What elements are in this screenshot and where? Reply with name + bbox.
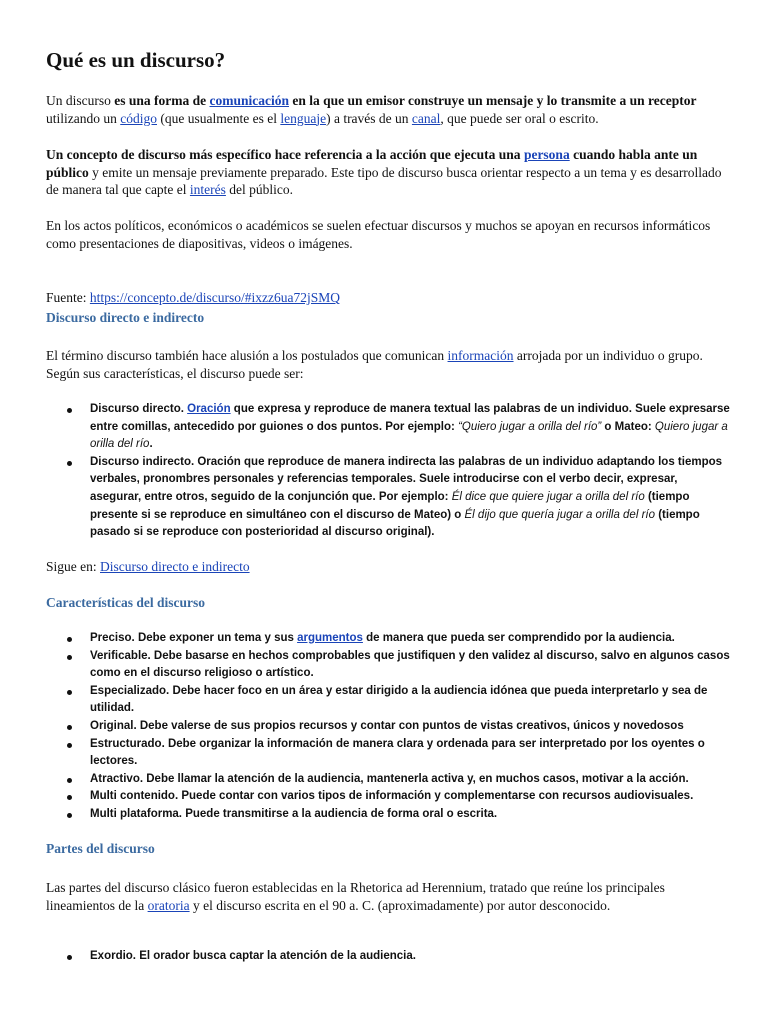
link-oratoria[interactable]: oratoria: [147, 897, 190, 913]
list-item: [66, 454, 730, 542]
source-link[interactable]: https://concepto.de/discurso/#ixzz6ua72jSMQ: [89, 290, 340, 305]
bold-text: Estructurado.: [90, 737, 165, 750]
text: y emite un mensaje previamente preparado. Este tipo de discurso busca orientar respecto a un tema y es desarrollado de manera tal que capte el: [46, 164, 722, 197]
source-line: [46, 289, 726, 307]
text: o Mateo:: [601, 420, 655, 433]
link-interes[interactable]: interés: [189, 182, 226, 197]
bold-text: Atractivo.: [90, 772, 144, 785]
text: (tiempo presente si se reproduce en simultáneo con el discurso de Mateo) o: [90, 490, 690, 521]
intro-paragraph-3: En los actos políticos, económicos o académicos se suelen efectuar discursos y muchos se apoyan en recursos informáticos como presentaciones de diapositivas, videos o imágenes.: [46, 218, 711, 251]
bold-text: Discurso directo.: [90, 403, 188, 415]
follow-line: [46, 558, 726, 576]
list-item: [66, 736, 730, 771]
bold-text: Multi contenido.: [90, 790, 179, 803]
list-item: [66, 648, 730, 683]
link-lenguaje[interactable]: lenguaje: [280, 110, 327, 126]
link-oracion[interactable]: Oración: [187, 403, 231, 415]
section3-paragraph: [46, 879, 726, 914]
link-informacion[interactable]: información: [447, 348, 514, 363]
bold-text: Discurso indirecto.: [90, 455, 195, 468]
text: Oración que reproduce de manera indirecta las palabras de un individuo adaptando los tiempos verbales, pronombres personales y referencias temporales. Suele introducirse con el verbo decir, expresar, asegurar, entre otros, seguido de la conjunción que. Por ejemplo:: [90, 455, 723, 503]
link-argumentos[interactable]: argumentos: [297, 632, 363, 644]
bold-text: Multi plataforma.: [90, 807, 183, 820]
link-comunicacion[interactable]: comunicación: [209, 93, 289, 108]
text: , que puede ser oral o escrito.: [440, 110, 599, 126]
text: Debe exponer un tema y sus: [134, 632, 298, 644]
bold-text: Exordio.: [90, 950, 137, 962]
caracteristicas-list: [66, 630, 730, 824]
text: .: [149, 438, 153, 451]
link-canal[interactable]: canal: [411, 110, 441, 126]
text: Debe hacer foco en un área y estar dirigido a la audiencia idónea que pueda interpretarlo y sea de utilidad.: [90, 684, 708, 715]
bold-text: Verificable.: [90, 649, 151, 662]
bold-text: Un concepto de discurso más específico hace referencia a la acción que ejecuta una: [46, 147, 524, 162]
bold-text: Original.: [90, 719, 137, 732]
list-item: [66, 788, 730, 806]
text: y el discurso escrita en el 90 a. C. (aproximadamente) por autor desconocido.: [189, 897, 611, 913]
intro-paragraph-2: [46, 146, 726, 199]
text: de manera que pueda ser comprendido por la audiencia.: [362, 632, 675, 644]
text: El orador busca captar la atención de la audiencia.: [136, 950, 416, 962]
list-item: [66, 718, 730, 736]
bold-text: en la que un emisor construye un mensaje y lo transmite a un receptor: [289, 93, 697, 108]
intro-paragraph-1: [46, 92, 726, 127]
bold-text: Especializado.: [90, 684, 170, 697]
list-item: [66, 683, 730, 718]
text: que expresa y reproduce de manera textual las palabras de un individuo. Suele expresarse entre comillas, antecedido por guiones o dos puntos. Por ejemplo:: [90, 403, 730, 433]
text: arrojada por un individuo o grupo. Según sus características, el discurso puede ser:: [46, 348, 703, 381]
text: del público.: [225, 182, 294, 197]
partes-list: [66, 948, 730, 966]
link-codigo[interactable]: código: [120, 110, 157, 126]
text: (tiempo pasado si se reproduce con posterioridad al discurso original).: [90, 508, 700, 539]
source-label: Fuente:: [46, 290, 90, 305]
italic-text: “Quiero jugar a orilla del río”: [458, 420, 602, 433]
discurso-types-list: [66, 401, 730, 542]
text: Puede transmitirse a la audiencia de forma oral o escrita.: [182, 807, 498, 820]
bold-text: Preciso.: [90, 632, 135, 644]
section-heading-directo-indirecto: Discurso directo e indirecto: [46, 310, 205, 325]
list-item: [66, 948, 730, 966]
list-item: [66, 401, 730, 454]
text: utilizando un: [46, 110, 121, 126]
section-heading-partes: Partes del discurso: [46, 841, 155, 856]
text: (que usualmente es el: [157, 110, 281, 126]
list-item: [66, 630, 730, 648]
text: Las partes del discurso clásico fueron establecidas en la Rhetorica ad Herennium, tratado que reúne los principales lineamientos de la: [46, 880, 665, 913]
text: Debe basarse en hechos comprobables que justifiquen y den validez al discurso, salvo en algunos casos como en el discurso religioso o artístico.: [90, 649, 730, 680]
italic-text: Él dijo que quería jugar a orilla del río: [464, 508, 656, 521]
follow-label: Sigue en:: [46, 559, 100, 574]
text: Un discurso: [46, 93, 115, 108]
text: Puede contar con varios tipos de información y complementarse con recursos audiovisuales.: [178, 790, 694, 803]
text: ) a través de un: [326, 110, 412, 126]
list-item: [66, 806, 730, 824]
link-persona[interactable]: persona: [523, 147, 570, 162]
link-discurso-directo-indirecto[interactable]: Discurso directo e indirecto: [100, 559, 250, 574]
italic-text: Él dice que quiere jugar a orilla del río: [451, 490, 645, 503]
italic-text: Quiero jugar a orilla del río: [90, 420, 728, 451]
list-item: [66, 771, 730, 789]
section1-paragraph: [46, 347, 726, 382]
section-heading-caracteristicas: Características del discurso: [46, 595, 205, 610]
text: Debe valerse de sus propios recursos y contar con puntos de vistas creativos, únicos y novedosos: [136, 719, 684, 732]
bold-text: cuando habla ante un público: [46, 147, 698, 180]
text: Debe organizar la información de manera clara y ordenada para ser interpretado por los oyentes o lectores.: [90, 737, 705, 768]
page-title: Qué es un discurso?: [46, 48, 226, 72]
bold-text: es una forma de: [114, 93, 210, 108]
text: El término discurso también hace alusión a los postulados que comunican: [46, 348, 448, 363]
text: Debe llamar la atención de la audiencia, mantenerla activa y, en muchos casos, motivar a la acción.: [143, 772, 689, 785]
